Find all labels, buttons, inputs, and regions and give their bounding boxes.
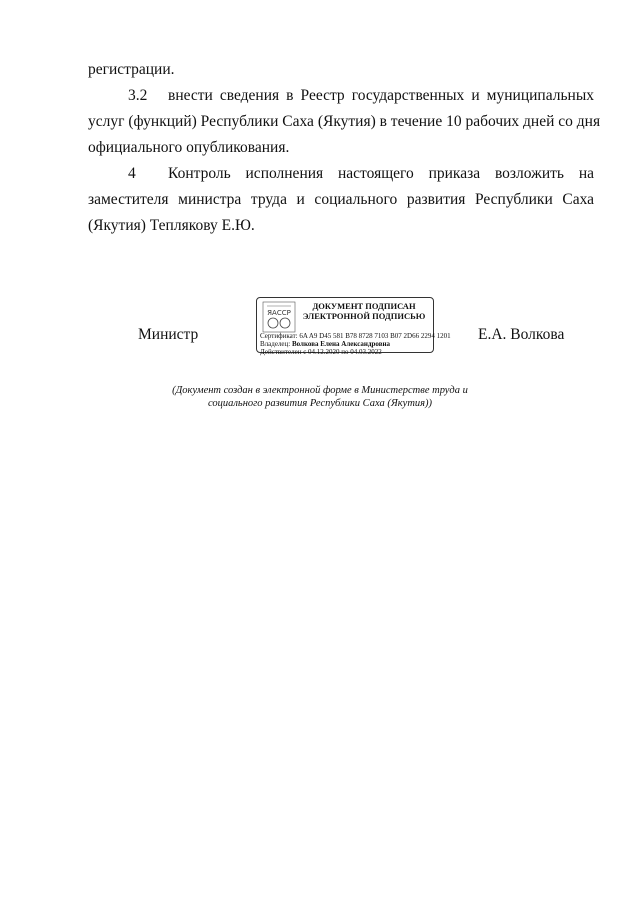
document-footnote: (Документ создан в электронной форме в Министерстве труда и социального развития Республики Саха (Якутия)) [172, 385, 468, 409]
svg-text:ЯАССР: ЯАССР [267, 309, 291, 317]
paragraph-number-4: 4 [128, 165, 136, 182]
paragraph-4-third-line: (Якутия) Теплякову Е.Ю. [88, 217, 255, 234]
paragraph-4-text-first: Контроль исполнения настоящего приказа возложить на [168, 165, 594, 182]
stamp-certificate: Сертификат: 6A A9 D45 581 B78 8728 7103 B07 2D66 2294 1201 [260, 332, 451, 340]
signer-position: Министр [138, 326, 199, 343]
paragraph-3-2-first-line [88, 83, 594, 109]
stamp-owner: Владелец: Волкова Елена Александровна [260, 340, 391, 348]
signature-block [0, 297, 640, 367]
paragraph-3-2-third-line: официального опубликования. [88, 139, 290, 156]
paragraph-3-2-text-first: внести сведения в Реестр государственных и муниципальных [168, 87, 594, 104]
stamp-heading: ДОКУМЕНТ ПОДПИСАН ЭЛЕКТРОННОЙ ПОДПИСЬЮ [302, 301, 426, 321]
paragraph-4-second-line: заместителя министра труда и социального развития Республики Саха [88, 191, 594, 208]
stamp-validity: Действителен с 04.12.2020 по 04.03.2022 [260, 348, 382, 356]
electronic-signature-stamp [256, 297, 451, 356]
paragraph-3-2-second-line: услуг (функций) Республики Саха (Якутия) в течение 10 рабочих дней со дня [88, 113, 601, 130]
coat-of-arms-icon [261, 301, 297, 333]
body-text [88, 57, 601, 239]
signer-name: Е.А. Волкова [478, 326, 565, 343]
paragraph-number-3-2: 3.2 [128, 87, 148, 104]
text-line-registration: регистрации. [88, 61, 175, 78]
paragraph-4-first-line [88, 161, 594, 187]
